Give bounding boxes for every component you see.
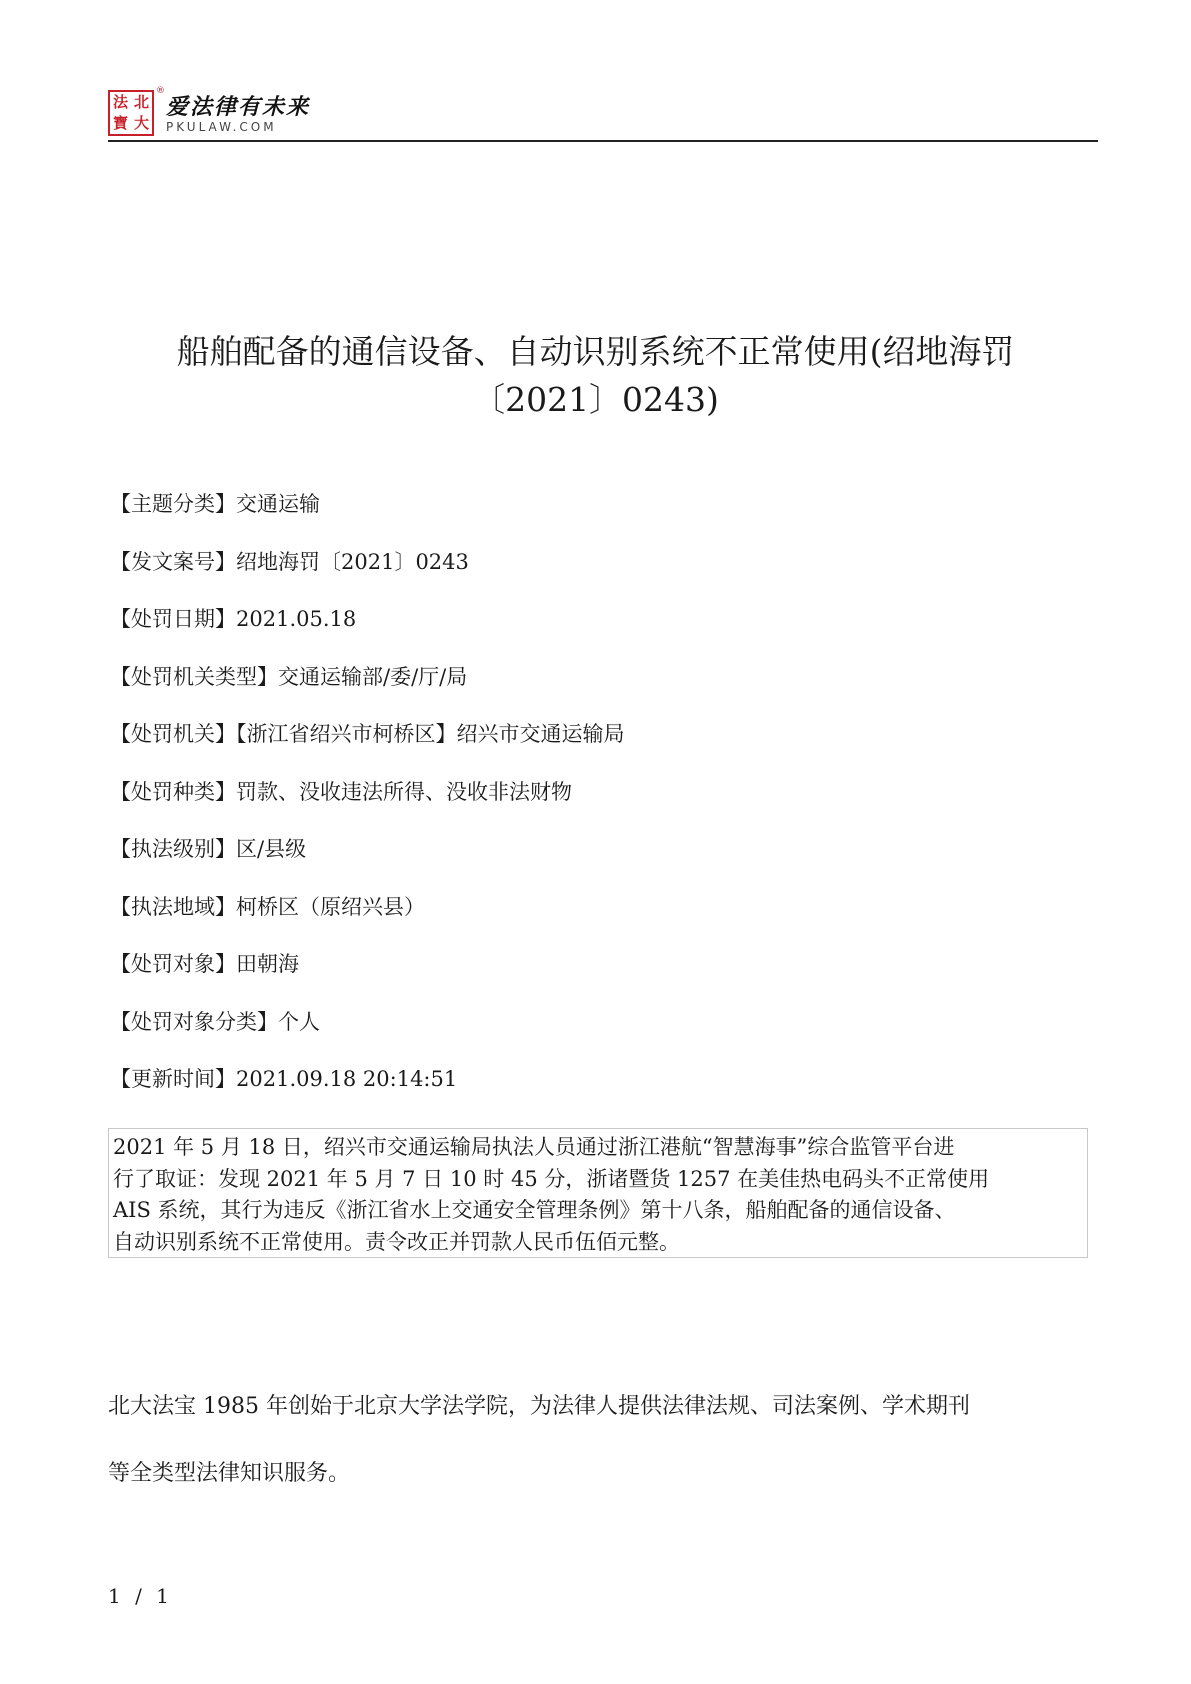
meta-label: 【处罚机关】	[110, 722, 236, 746]
meta-row-subject	[110, 950, 1090, 1008]
meta-row-authority	[110, 720, 1090, 778]
summary-line: AIS 系统，其行为违反《浙江省水上交通安全管理条例》第十八条，船舶配备的通信设备、	[113, 1198, 956, 1222]
logo-char: 法	[112, 93, 128, 111]
meta-value: 2021.05.18	[236, 607, 357, 631]
meta-label: 【执法级别】	[110, 837, 236, 861]
meta-row-subject-type	[110, 1008, 1090, 1066]
meta-value: 交通运输	[236, 492, 320, 516]
meta-row-penalty-type	[110, 778, 1090, 836]
page-number: 1 / 1	[108, 1584, 173, 1608]
metadata-list	[110, 490, 1090, 1123]
meta-value: 交通运输部/委/厅/局	[278, 664, 468, 689]
footer-line: 北大法宝 1985 年创始于北京大学法学院，为法律人提供法律法规、司法案例、学术期刊	[108, 1394, 970, 1419]
meta-row-case-number	[110, 548, 1090, 606]
header-site: PKULAW.COM	[166, 120, 277, 134]
meta-label: 【发文案号】	[110, 549, 236, 574]
logo-char: 寶	[112, 114, 128, 132]
title-line: 〔2021〕0243)	[472, 380, 719, 419]
meta-row-updated	[110, 1065, 1090, 1123]
pkulaw-logo	[108, 90, 154, 136]
meta-value: 田朝海	[236, 952, 299, 976]
summary-line: 行了取证：发现 2021 年 5 月 7 日 10 时 45 分，浙诸暨货 1257 在美佳热电码头不正常使用	[113, 1166, 990, 1191]
registered-mark: ®	[156, 86, 165, 96]
meta-row-penalty-date	[110, 605, 1090, 663]
meta-value: 2021.09.18 20:14:51	[236, 1067, 458, 1091]
logo-char: 大	[133, 114, 149, 132]
meta-label: 【处罚对象分类】	[110, 1009, 278, 1034]
case-summary-box	[108, 1128, 1088, 1258]
meta-label: 【更新时间】	[110, 1067, 236, 1091]
meta-row-topic	[110, 490, 1090, 548]
meta-row-authority-type	[110, 663, 1090, 721]
meta-value: 罚款、没收违法所得、没收非法财物	[236, 779, 572, 804]
meta-value: 柯桥区（原绍兴县）	[236, 894, 425, 919]
title-line: 船舶配备的通信设备、自动识别系统不正常使用(绍地海罚	[176, 332, 1015, 371]
meta-value: 绍地海罚〔2021〕0243	[236, 549, 469, 574]
meta-row-enforcement-level	[110, 835, 1090, 893]
document-header	[108, 84, 1098, 144]
logo-char: 北	[133, 93, 149, 111]
summary-line: 自动识别系统不正常使用。责令改正并罚款人民币伍佰元整。	[113, 1229, 680, 1254]
meta-label: 【处罚机关类型】	[110, 664, 278, 689]
meta-label: 【处罚日期】	[110, 607, 236, 631]
footer-line: 等全类型法律知识服务。	[108, 1461, 351, 1486]
meta-value: 区/县级	[236, 837, 307, 861]
meta-label: 【主题分类】	[110, 492, 236, 516]
meta-label: 【处罚种类】	[110, 779, 236, 804]
meta-value: 个人	[278, 1009, 320, 1034]
summary-line: 2021 年 5 月 18 日，绍兴市交通运输局执法人员通过浙江港航“智慧海事”综合监管平台进	[113, 1135, 955, 1159]
document-title	[108, 328, 1083, 424]
meta-label: 【执法地域】	[110, 894, 236, 919]
header-divider	[108, 140, 1098, 142]
footer-description	[108, 1373, 1093, 1507]
meta-row-region	[110, 893, 1090, 951]
header-slogan: 爱法律有未来	[166, 94, 311, 120]
meta-value: 【浙江省绍兴市柯桥区】绍兴市交通运输局	[236, 722, 625, 746]
meta-label: 【处罚对象】	[110, 952, 236, 976]
